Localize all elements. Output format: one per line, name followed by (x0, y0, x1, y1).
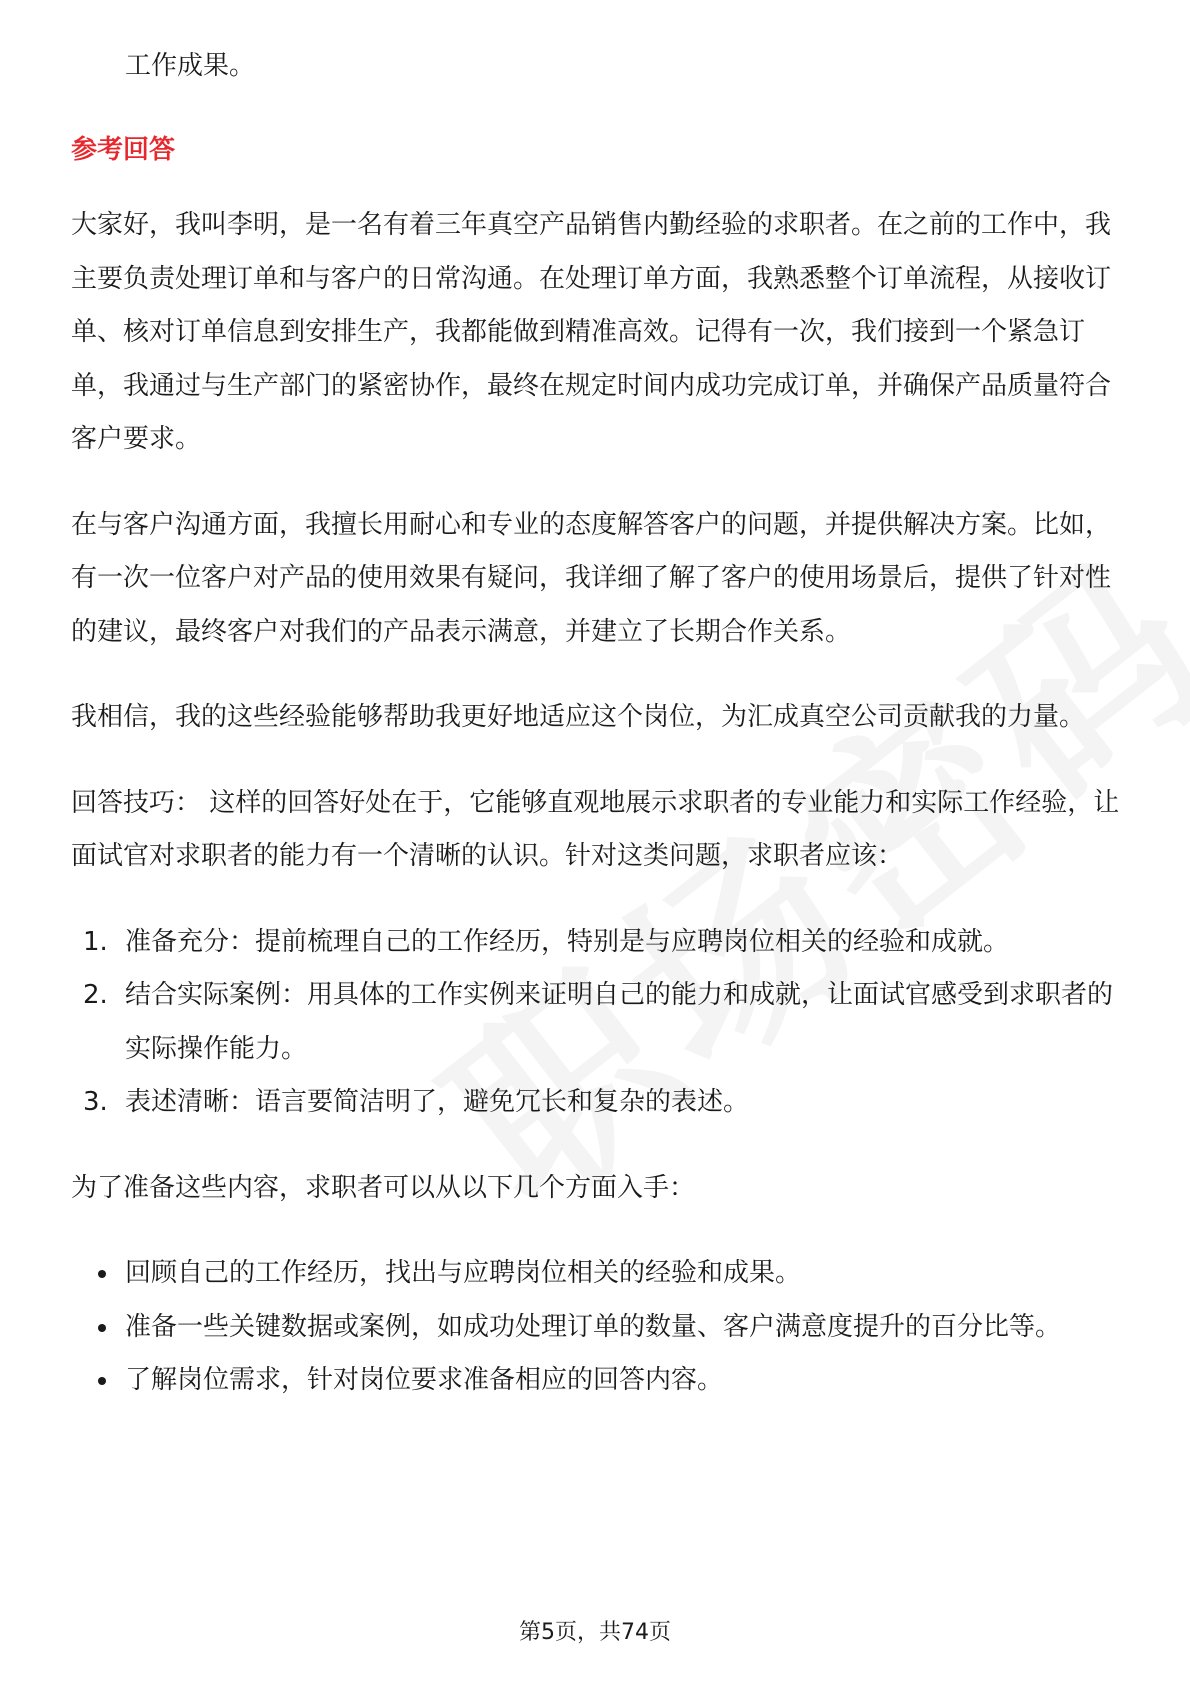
section-heading: 参考回答 (71, 134, 176, 165)
list-item-text: 表述清晰：语言要简洁明了，避免冗长和复杂的表述。 (125, 1087, 750, 1117)
bullet-dot-icon (98, 1270, 106, 1278)
numbered-list (71, 916, 1121, 1130)
list-item-text: 准备一些关键数据或案例，如成功处理订单的数量、客户满意度提升的百分比等。 (125, 1311, 1062, 1342)
list-item (71, 1354, 1121, 1408)
bullet-list (71, 1247, 1121, 1408)
bullets-intro: 为了准备这些内容，求职者可以从以下几个方面入手： (71, 1172, 696, 1203)
list-item-text: 回顾自己的工作经历，找出与应聘岗位相关的经验和成果。 (125, 1258, 802, 1288)
answer-paragraph-1: 大家好，我叫李明，是一名有着三年真空产品销售内勤经验的求职者。在之前的工作中，我主要负责处理订单和与客户的日常沟通。在处理订单方面，我熟悉整个订单流程，从接收订单、核对订单信息到安排生产，我都能做到精准高效。记得有一次，我们接到一个紧急订单，我通过与生产部门的紧密协作，最终在规定时间内成功完成订单，并确保产品质量符合客户要求。 (71, 210, 1112, 454)
page-footer: 第5页，共74页 (519, 1620, 671, 1645)
list-number: 1. (83, 926, 108, 957)
list-item (71, 1247, 1121, 1301)
continuation-text: 工作成果。 (125, 51, 256, 81)
answer-paragraph-2: 在与客户沟通方面，我擅长用耐心和专业的态度解答客户的问题，并提供解决方案。比如，有一次一位客户对产品的使用效果有疑问，我详细了解了客户的使用场景后，提供了针对性的建议，最终客户对我们的产品表示满意，并建立了长期合作关系。 (71, 509, 1112, 647)
page-content (71, 40, 1121, 1408)
list-item (71, 1301, 1121, 1355)
list-number: 3. (83, 1087, 108, 1117)
list-item-text: 结合实际案例：用具体的工作实例来证明自己的能力和成就，让面试官感受到求职者的实际操作能力。 (125, 980, 1114, 1064)
answer-paragraph-3: 我相信，我的这些经验能够帮助我更好地适应这个岗位，为汇成真空公司贡献我的力量。 (71, 702, 1086, 732)
list-item (71, 916, 1121, 970)
bullet-dot-icon (98, 1377, 106, 1385)
list-number: 2. (83, 980, 108, 1010)
tips-paragraph: 回答技巧： 这样的回答好处在于，它能够直观地展示求职者的专业能力和实际工作经验，让面试官对求职者的能力有一个清晰的认识。针对这类问题，求职者应该： (71, 787, 1120, 871)
list-item (71, 1076, 1121, 1130)
list-item (71, 969, 1121, 1076)
list-item-text: 了解岗位需求，针对岗位要求准备相应的回答内容。 (125, 1365, 724, 1395)
list-item-text: 准备充分：提前梳理自己的工作经历，特别是与应聘岗位相关的经验和成就。 (125, 926, 1010, 957)
bullet-dot-icon (98, 1324, 106, 1332)
